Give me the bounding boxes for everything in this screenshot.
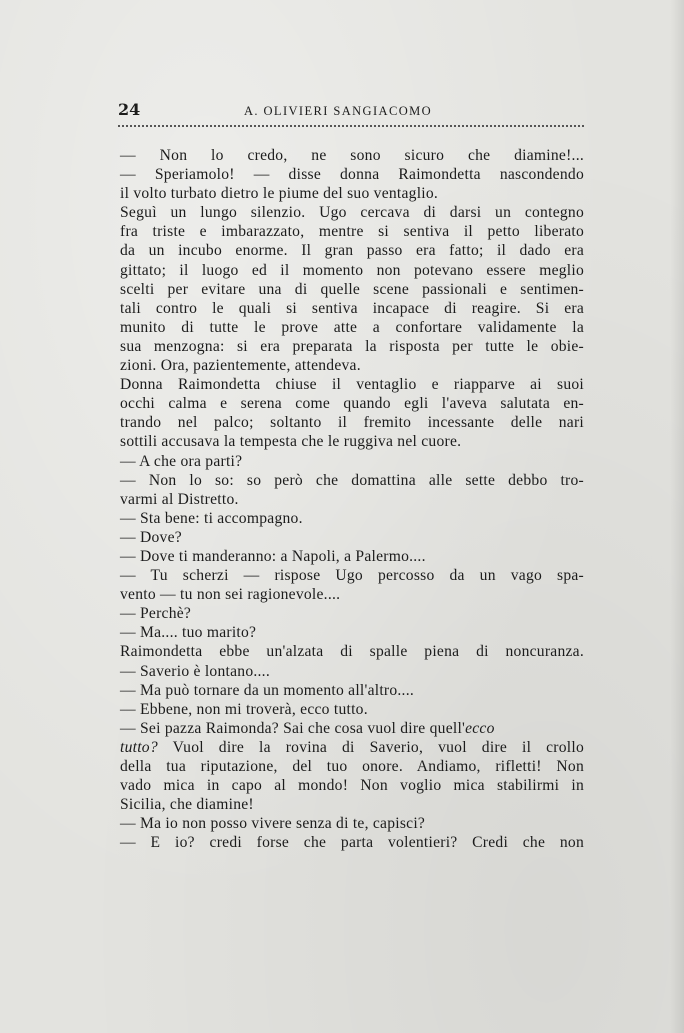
text-line: — Ma può tornare da un momento all'altro....: [120, 681, 414, 699]
text-line: vado mica in capo al mondo! Non voglio mica stabilirmi in: [120, 777, 584, 795]
text-line: — Dove?: [120, 528, 182, 546]
text-segment: Vuol dire la rovina di Saverio, vuol dire il crollo: [157, 738, 584, 756]
text-line: — Ma.... tuo marito?: [120, 624, 257, 642]
text-line: [120, 738, 584, 757]
text-line: — Sta bene: ti accompagno.: [120, 509, 303, 527]
text-line: tali contro le quali si sentiva incapace di reagire. Si era: [120, 299, 584, 317]
text-line: — Dove ti manderanno: a Napoli, a Palermo....: [120, 547, 426, 565]
header-dotted-rule: [118, 125, 584, 127]
text-line: — E io? credi forse che parta volentieri? Credi che non: [120, 834, 584, 852]
text-line: — Non lo credo, ne sono sicuro che diamine!...: [120, 147, 584, 164]
text-line: — A che ora parti?: [120, 452, 243, 470]
text-line: [120, 719, 584, 738]
text-line: Seguì un lungo silenzio. Ugo cercava di darsi un contegno: [120, 204, 584, 222]
text-line: — Saverio è lontano....: [120, 662, 270, 680]
text-line: — Ma io non posso vivere senza di te, capisci?: [120, 815, 426, 833]
text-line: — Tu scherzi — rispose Ugo percosso da un vago spa-: [120, 567, 584, 585]
text-line: zioni. Ora, pazientemente, attendeva.: [120, 357, 361, 375]
text-line: varmi al Distretto.: [120, 490, 239, 508]
text-line: — Ebbene, non mi troverà, ecco tutto.: [120, 700, 368, 718]
text-line: — Non lo so: so però che domattina alle sette debbo tro-: [120, 471, 584, 489]
text-line: sottili accusava la tempesta che le ruggiva nel cuore.: [120, 433, 462, 451]
text-line: — Perchè?: [120, 605, 192, 623]
text-line: da un incubo enorme. Il gran passo era fatto; il dado era: [120, 242, 584, 260]
text-line: fra triste e imbarazzato, mentre si sentiva il petto liberato: [120, 223, 584, 241]
text-line: gittato; il luogo ed il momento non potevano essere meglio: [120, 261, 584, 279]
text-line: Donna Raimondetta chiuse il ventaglio e riapparve ai suoi: [120, 376, 584, 394]
text-line: — Speriamolo! — disse donna Raimondetta nascondendo: [120, 166, 584, 184]
text-line: scelti per evitare una di quelle scene passionali e sentimen-: [120, 280, 584, 298]
italic-phrase: tutto?: [120, 738, 158, 756]
page-header: [118, 100, 584, 124]
text-line: occhi calma e serena come quando egli l'aveva salutata en-: [120, 395, 584, 413]
italic-phrase: ecco: [465, 719, 495, 737]
text-line: della tua riputazione, del tuo onore. Andiamo, rifletti! Non: [120, 758, 584, 775]
body-text: [120, 146, 584, 852]
text-line: vento — tu non sei ragionevole....: [120, 586, 341, 604]
running-title: A. OLIVIERI SANGIACOMO: [244, 104, 433, 118]
text-segment: — Sei pazza Raimonda? Sai che cosa vuol dire quell': [120, 719, 466, 737]
page-number: 24: [118, 100, 141, 119]
text-line: Sicilia, che diamine!: [120, 796, 254, 814]
text-line: il volto turbato dietro le piume del suo ventaglio.: [120, 185, 439, 203]
text-line: trando nel palco; soltanto il fremito incessante delle nari: [120, 414, 584, 432]
text-line: sua menzogna: si era preparata la risposta per tutte le obie-: [120, 337, 584, 355]
text-line: munito di tutte le prove atte a confortare validamente la: [120, 318, 584, 336]
page-edge-shadow: [670, 0, 684, 1033]
text-line: Raimondetta ebbe un'alzata di spalle piena di noncuranza.: [120, 643, 584, 661]
